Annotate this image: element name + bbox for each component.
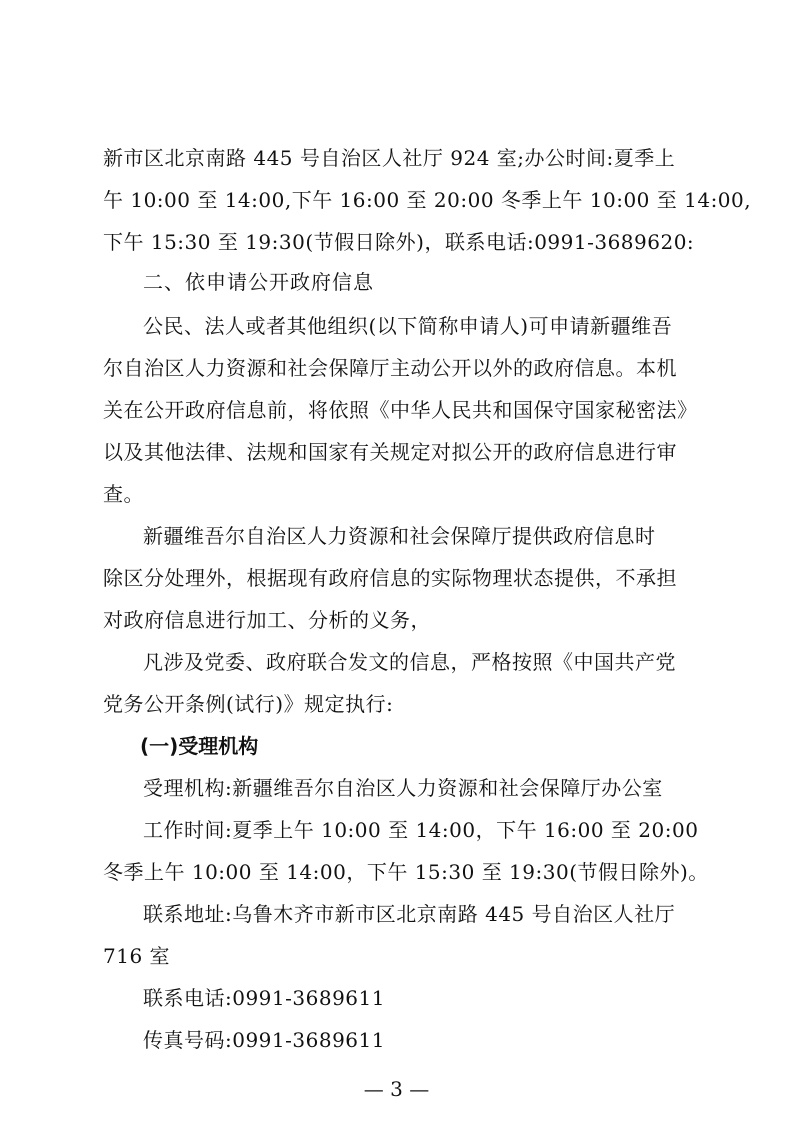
paragraph-2-line-3: 对政府信息进行加工、分析的义务， xyxy=(103,608,431,632)
phone-line: 联系电话:0991-3689611 xyxy=(143,986,385,1010)
paragraph-3-line-2: 党务公开条例(试行)》规定执行: xyxy=(103,692,394,716)
intro-line-1: 新市区北京南路 445 号自治区人社厅 924 室;办公时间:夏季上 xyxy=(103,146,676,170)
paragraph-1-line-4: 以及其他法律、法规和国家有关规定对拟公开的政府信息进行审 xyxy=(103,440,677,464)
fax-line: 传真号码:0991-3689611 xyxy=(143,1028,385,1052)
intro-line-2: 午 10:00 至 14:00,下午 16:00 至 20:00 冬季上午 10:00 至 14:00, xyxy=(103,188,752,212)
page-number: — 3 — xyxy=(363,1077,430,1101)
paragraph-1-line-3: 关在公开政府信息前，将依照《中华人民共和国保守国家秘密法》 xyxy=(103,398,698,422)
paragraph-3-line-1: 凡涉及党委、政府联合发文的信息，严格按照《中国共产党 xyxy=(143,650,676,674)
hours-line-2: 冬季上午 10:00 至 14:00，下午 15:30 至 19:30(节假日除外)。 xyxy=(103,860,709,884)
paragraph-1-line-2: 尔自治区人力资源和社会保障厅主动公开以外的政府信息。本机 xyxy=(103,356,677,380)
paragraph-2-line-2: 除区分处理外，根据现有政府信息的实际物理状态提供，不承担 xyxy=(103,566,677,590)
address-line-2: 716 室 xyxy=(103,944,171,968)
address-line-1: 联系地址:乌鲁木齐市新市区北京南路 445 号自治区人社厅 xyxy=(143,902,676,926)
section-heading: 二、依申请公开政府信息 xyxy=(143,270,374,294)
hours-line-1: 工作时间:夏季上午 10:00 至 14:00，下午 16:00 至 20:00 xyxy=(143,818,699,842)
paragraph-2-line-1: 新疆维吾尔自治区人力资源和社会保障厅提供政府信息时 xyxy=(143,524,656,548)
paragraph-1-line-1: 公民、法人或者其他组织(以下简称申请人)可申请新疆维吾 xyxy=(143,314,673,338)
subsection-heading: (一)受理机构 xyxy=(140,734,259,758)
intro-line-3: 下午 15:30 至 19:30(节假日除外)，联系电话:0991-3689620: xyxy=(103,230,695,254)
agency-line: 受理机构:新疆维吾尔自治区人力资源和社会保障厅办公室 xyxy=(143,776,663,800)
paragraph-1-line-5: 查。 xyxy=(103,482,144,506)
